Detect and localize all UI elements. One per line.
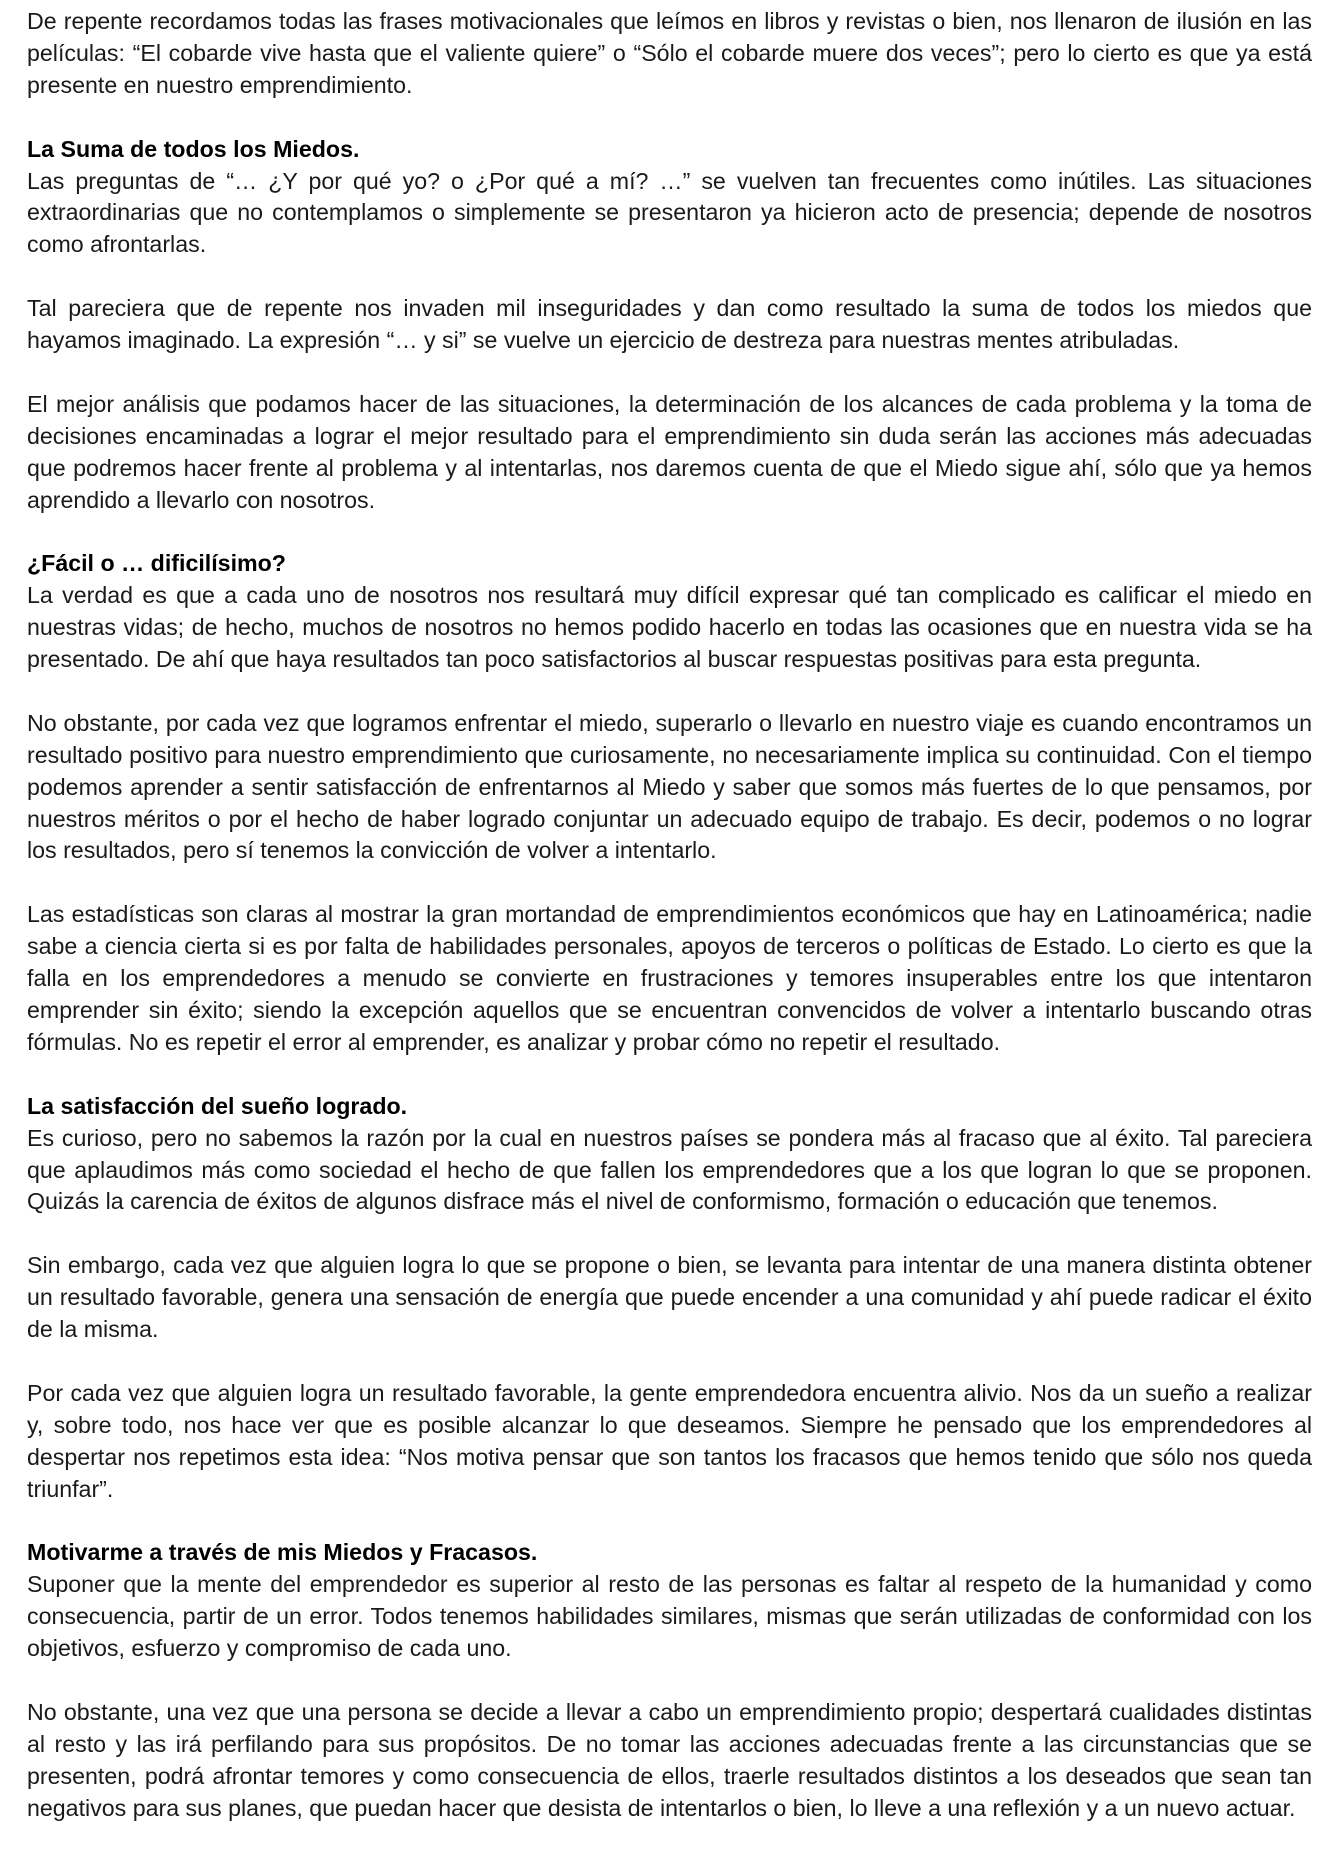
section-facil-p1-text: La verdad es que a cada uno de nosotros nos resultará muy difícil expresar qué tan complicado es calificar el miedo en nuestras vidas; de hecho, muchos de nosotros no hemos podido hacerlo en todas las ocasiones que en nuestra vida se ha presentado. De ahí que haya resultados tan poco satisfactorios al buscar respuestas positivas para esta pregunta. — [27, 582, 1312, 673]
section-facil-p1 — [27, 548, 1312, 676]
section-suma-miedos-p1 — [27, 134, 1312, 262]
section-satisfaccion-p1 — [27, 1091, 1312, 1219]
document-page — [27, 6, 1312, 1824]
section-heading-facil: ¿Fácil o … dificilísimo? — [27, 550, 286, 577]
section-motivarme-p2: No obstante, una vez que una persona se decide a llevar a cabo un emprendimiento propio; despertará cualidades distintas al resto y las irá perfilando para sus propósitos. De no tomar las acciones adecuadas frente a las circunstancias que se presenten, podrá afrontar temores y como consecuencia de ellos, traerle resultados distintos a los deseados que sean tan negativos para sus planes, que puedan hacer que desista de intentarlos o bien, lo lleve a una reflexión y a un nuevo actuar. — [27, 1698, 1312, 1821]
section-motivarme-p1-text: Suponer que la mente del emprendedor es superior al resto de las personas es faltar al respeto de la humanidad y como consecuencia, partir de un error. Todos tenemos habilidades similares, mismas que serán utilizadas de conformidad con los objetivos, esfuerzo y compromiso de cada uno. — [27, 1571, 1312, 1662]
intro-paragraph: De repente recordamos todas las frases motivacionales que leímos en libros y revistas o bien, nos llenaron de ilusión en las películas: “El cobarde vive hasta que el valiente quiere” o “Sólo el cobarde muere dos veces”; pero lo cierto es que ya está presente en nuestro emprendimiento. — [27, 8, 1312, 98]
section-suma-miedos-p1-text: Las preguntas de “… ¿Y por qué yo? o ¿Por qué a mí? …” se vuelven tan frecuentes como inútiles. Las situaciones extraordinarias que no contemplamos o simplemente se presentaron ya hicieron acto de presencia; depende de nosotros como afrontarlas. — [27, 167, 1312, 258]
section-facil-p2: No obstante, por cada vez que logramos enfrentar el miedo, superarlo o llevarlo en nuestro viaje es cuando encontramos un resultado positivo para nuestro emprendimiento que curiosamente, no necesariamente implica su continuidad. Con el tiempo podemos aprender a sentir satisfacción de enfrentarnos al Miedo y saber que somos más fuertes de lo que pensamos, por nuestros méritos o por el hecho de haber logrado conjuntar un adecuado equipo de trabajo. Es decir, podemos o no lograr los resultados, pero sí tenemos la convicción de volver a intentarlo. — [27, 709, 1312, 864]
section-facil-p3: Las estadísticas son claras al mostrar la gran mortandad de emprendimientos económicos que hay en Latinoamérica; nadie sabe a ciencia cierta si es por falta de habilidades personales, apoyos de terceros o políticas de Estado. Lo cierto es que la falla en los emprendedores a menudo se convierte en frustraciones y temores insuperables entre los que intentaron emprender sin éxito; siendo la excepción aquellos que se encuentran convencidos de volver a intentarlo buscando otras fórmulas. No es repetir el error al emprender, es analizar y probar cómo no repetir el resultado. — [27, 901, 1312, 1055]
section-satisfaccion-p2: Sin embargo, cada vez que alguien logra lo que se propone o bien, se levanta para intentar de una manera distinta obtener un resultado favorable, genera una sensación de energía que puede encender a una comunidad y ahí puede radicar el éxito de la misma. — [27, 1252, 1312, 1343]
section-suma-miedos-p3: El mejor análisis que podamos hacer de las situaciones, la determinación de los alcances de cada problema y la toma de decisiones encaminadas a lograr el mejor resultado para el emprendimiento sin duda serán las acciones más adecuadas que podremos hacer frente al problema y al intentarlas, nos daremos cuenta de que el Miedo sigue ahí, sólo que ya hemos aprendido a llevarlo con nosotros. — [27, 390, 1312, 513]
section-heading-suma-miedos: La Suma de todos los Miedos. — [27, 135, 360, 162]
section-heading-satisfaccion: La satisfacción del sueño logrado. — [27, 1092, 408, 1119]
section-satisfaccion-p1-text: Es curioso, pero no sabemos la razón por la cual en nuestros países se pondera más al fracaso que al éxito. Tal pareciera que aplaudimos más como sociedad el hecho de que fallen los emprendedores que a los que logran lo que se proponen. Quizás la carencia de éxitos de algunos disfrace más el nivel de conformismo, formación o educación que tenemos. — [27, 1124, 1312, 1215]
section-heading-motivarme: Motivarme a través de mis Miedos y Fracasos. — [27, 1539, 538, 1566]
section-satisfaccion-p3: Por cada vez que alguien logra un resultado favorable, la gente emprendedora encuentra alivio. Nos da un sueño a realizar y, sobre todo, nos hace ver que es posible alcanzar lo que deseamos. Siempre he pensado que los emprendedores al despertar nos repetimos esta idea: “Nos motiva pensar que son tantos los fracasos que hemos tenido que sólo nos queda triunfar”. — [27, 1379, 1312, 1502]
section-motivarme-p1 — [27, 1537, 1312, 1665]
section-suma-miedos-p2: Tal pareciera que de repente nos invaden mil inseguridades y dan como resultado la suma de todos los miedos que hayamos imaginado. La expresión “… y si” se vuelve un ejercicio de destreza para nuestras mentes atribuladas. — [27, 295, 1312, 354]
